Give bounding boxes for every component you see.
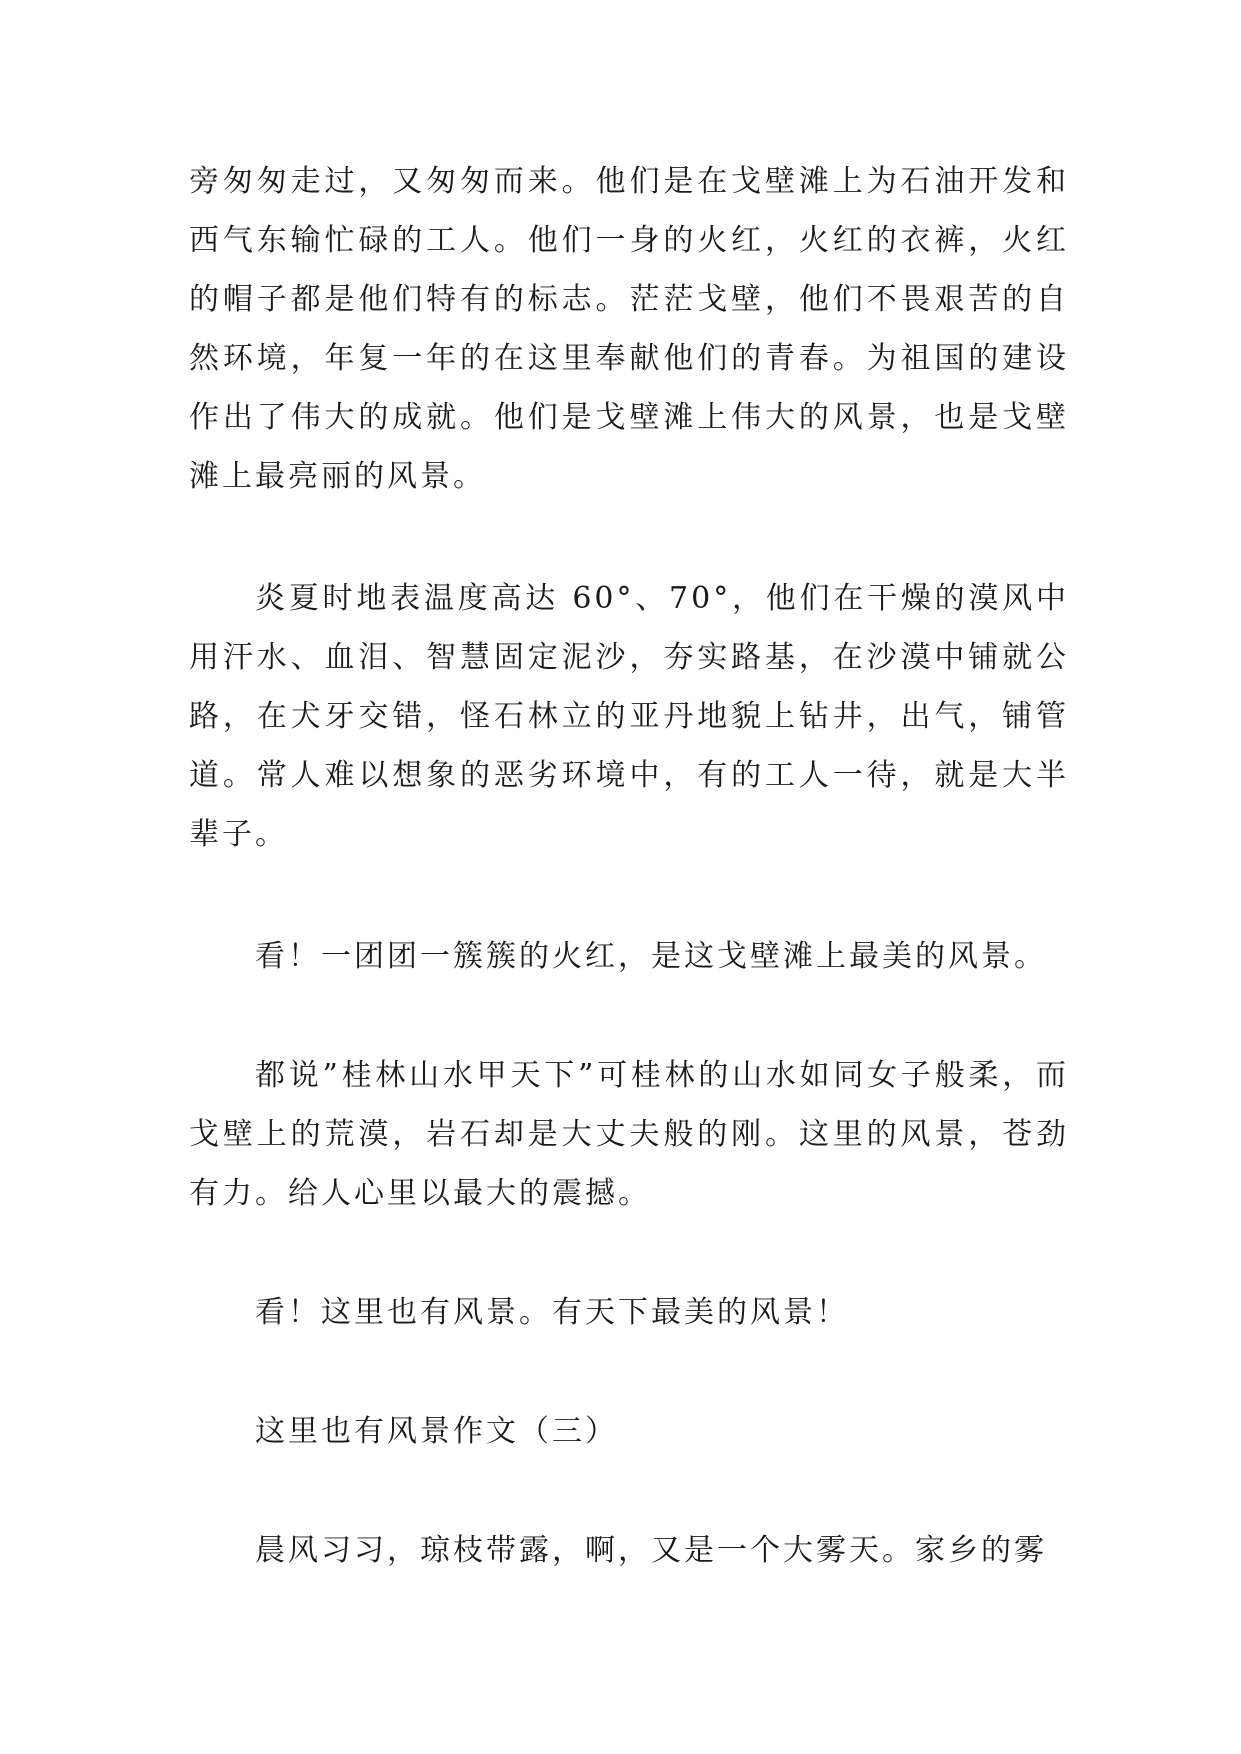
paragraph-guilin-comparison: 都说”桂林山水甲天下”可桂林的山水如同女子般柔，而戈壁上的荒漠，岩石却是大丈夫般的刚。这里的风景，苍劲有力。给人心里以最大的震撼。 [189, 1058, 1069, 1211]
paragraph-continuation: 旁匆匆走过，又匆匆而来。他们是在戈壁滩上为石油开发和西气东输忙碌的工人。他们一身的火红，火红的衣裤，火红的帽子都是他们特有的标志。茫茫戈壁，他们不畏艰苦的自然环境，年复一年的在这里奉献他们的青春。为祖国的建设作出了伟大的成就。他们是戈壁滩上伟大的风景，也是戈壁滩上最亮丽的风景。 [189, 164, 1069, 494]
document-body [189, 152, 1069, 1580]
paragraph-look-scenery: 看！这里也有风景。有天下最美的风景！ [255, 1295, 849, 1330]
section-heading: 这里也有风景作文（三） [255, 1414, 618, 1449]
paragraph-look-fire-red: 看！一团团一簇簇的火红，是这戈壁滩上最美的风景。 [255, 939, 1047, 974]
paragraph-morning-fog: 晨风习习，琼枝带露，啊，又是一个大雾天。家乡的雾 [255, 1533, 1047, 1568]
paragraph-desert-heat: 炎夏时地表温度高达 60°、70°，他们在干燥的漠风中用汗水、血泪、智慧固定泥沙，夯实路基，在沙漠中铺就公路，在犬牙交错，怪石林立的亚丹地貌上钻井，出气，铺管道。常人难以想象的恶劣环境中，有的工人一待，就是大半辈子。 [189, 581, 1069, 852]
